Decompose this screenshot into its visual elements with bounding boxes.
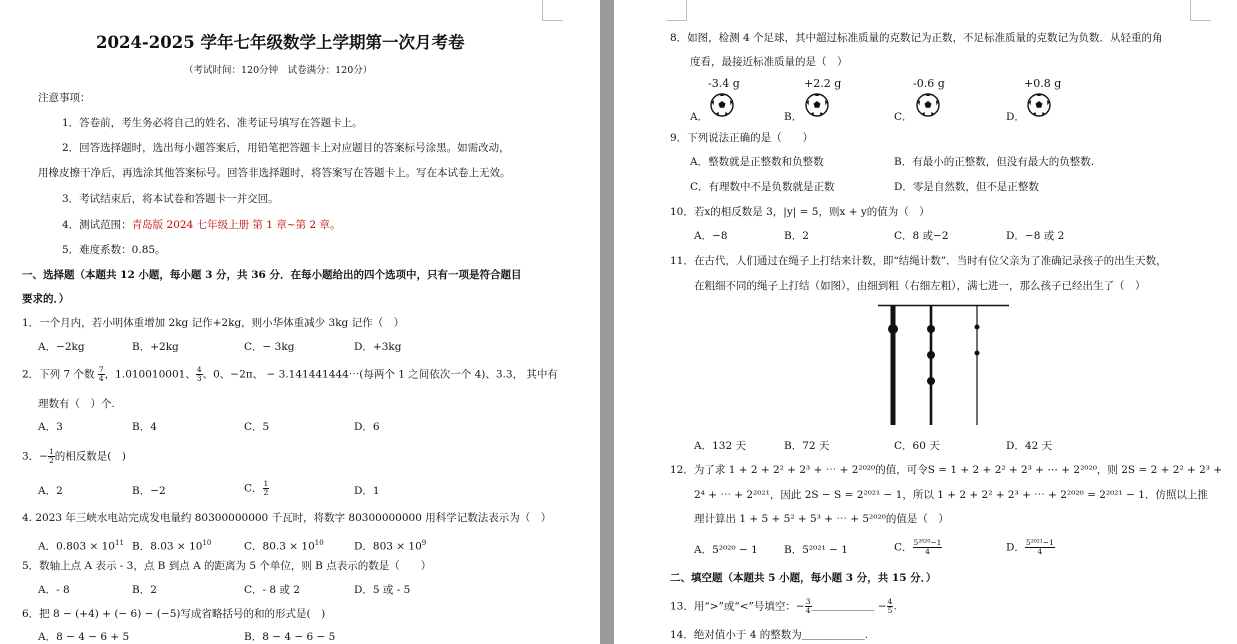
note-4-suffix: 。 xyxy=(329,219,341,231)
q12-option-b: B．5²⁰²¹ − 1 xyxy=(784,544,848,556)
question-12-cont-2: 理计算出 1 + 5 + 5² + 5³ + ⋯ + 5²⁰²⁰的值是（ ） xyxy=(694,513,949,525)
q10-option-b: B．2 xyxy=(784,230,809,242)
question-10: 10．若x的相反数是 3，|y| = 5，则x + y的值为（ ） xyxy=(670,206,930,218)
q3-option-d: D．1 xyxy=(354,485,380,497)
question-14: 14．绝对值小于 4 的整数为＿＿＿＿＿＿. xyxy=(670,629,869,641)
q3-option-c: C． $\frac{1}{2}$ xyxy=(244,479,269,497)
q1-option-b: B．+2kg xyxy=(132,341,179,353)
question-12: 12．为了求 1 + 2 + 2² + 2³ + ⋯ + 2²⁰²⁰的值，可令S = 1 + 2 + 2² + 2³ + ⋯ + 2²⁰²⁰，则 2S = 2 + 2² + 2³ + xyxy=(670,464,1223,476)
q11-option-a: A．132 天 xyxy=(694,440,746,452)
crop-mark-top-left xyxy=(666,0,687,21)
note-4-prefix: 4．测试范围： xyxy=(62,219,132,231)
q2-option-c: C．5 xyxy=(244,421,270,433)
fraction: $\frac{1}{2}$ xyxy=(263,479,269,497)
crop-mark-top-right xyxy=(1190,0,1211,21)
answer-blank[interactable]: ＿＿＿＿＿＿ xyxy=(811,600,875,613)
q5-option-d: D．5 或 - 5 xyxy=(354,584,411,596)
q1-option-c: C．− 3kg xyxy=(244,341,295,353)
question-6: 6．把 8 − (+4) + (− 6) − (−5)写成省略括号的和的形式是( ) xyxy=(22,608,326,620)
q5-option-b: B．2 xyxy=(132,584,157,596)
q5-option-a: A．- 8 xyxy=(38,584,70,596)
q12-option-c: C． $\frac{\text{5²⁰²⁰−1}}{4}$ xyxy=(894,538,942,556)
fraction: $\frac{4}{5}$ xyxy=(887,597,893,615)
document-page-left xyxy=(0,0,600,644)
question-2: 2．下列 7 个数 $\frac{7}{4}$ ，1.010010001、 $\frac{4}{3}$ 、0、−2π、 − 3.141441444⋯(每两个 1 之间依次一个 4)、3.3， 其中有 xyxy=(22,365,558,383)
crop-mark-top-right xyxy=(542,0,563,21)
q8-option-b: B． xyxy=(784,111,803,123)
question-12-cont-1: 2⁴ + ⋯ + 2²⁰²¹，因此 2S − S = 2²⁰²¹ − 1，所以 1 + 2 + 2² + 2³ + ⋯ + 2²⁰²⁰ = 2²⁰²¹ − 1．仿照以上推 xyxy=(694,489,1208,501)
q4-option-d: D．$803 \times 10^9$ xyxy=(354,539,427,553)
question-9: 9．下列说法正确的是（ ） xyxy=(670,132,814,144)
document-page-right xyxy=(614,0,1237,644)
q10-option-a: A．−8 xyxy=(694,230,728,242)
q12-option-d: D． $\frac{\text{5²⁰²¹−1}}{4}$ xyxy=(1006,538,1054,556)
fraction: $\frac{\text{5²⁰²¹−1}}{4}$ xyxy=(1025,538,1054,556)
test-scope: 青岛版 2024 七年级上册 第 1 章~第 2 章 xyxy=(131,219,330,231)
note-2: 2．回答选择题时，选出每小题答案后，用铅笔把答题卡上对应题目的答案标号涂黑。如需改动， xyxy=(62,142,510,154)
q6-option-a: A．8 − 4 − 6 + 5 xyxy=(38,631,130,643)
question-13: 13．用“>”或“<”号填空：− $\frac{3}{4}$ ＿＿＿＿＿＿ − $\frac{4}{5}$ . xyxy=(670,597,897,615)
ball-d-weight: +0.8 g xyxy=(1024,77,1062,90)
q9-option-a: A．整数就是正整数和负整数 xyxy=(690,156,824,168)
fraction: $\frac{7}{4}$ xyxy=(98,365,104,383)
note-5: 5．难度系数：0.85。 xyxy=(62,244,166,256)
q2-option-d: D．6 xyxy=(354,421,380,433)
fraction: $\frac{1}{2}$ xyxy=(48,447,54,465)
note-1: 1．答卷前，考生务必将自己的姓名、准考证号填写在答题卡上。 xyxy=(62,117,363,129)
q4-option-b: B．$8.03 \times 10^{10}$ xyxy=(132,539,212,553)
question-2-cont: 理数有（ ）个. xyxy=(38,398,115,410)
section-1-heading-cont: 要求的．） xyxy=(22,293,70,305)
q1-option-a: A．−2kg xyxy=(38,341,85,353)
q9-option-c: C．有理数中不是负数就是正数 xyxy=(690,181,835,193)
question-3: 3．− $\frac{1}{2}$ 的相反数是( ) xyxy=(22,447,126,465)
q10-option-d: D．−8 或 2 xyxy=(1006,230,1065,242)
ball-b-weight: +2.2 g xyxy=(804,77,842,90)
question-8: 8．如图，检测 4 个足球，其中超过标准质量的克数记为正数，不足标准质量的克数记为负数．从轻重的角 xyxy=(670,32,1163,44)
page-title: 2024-2025 学年七年级数学上学期第一次月考卷 xyxy=(96,33,465,52)
q8-option-d: D． xyxy=(1006,111,1025,123)
question-11-cont: 在粗细不同的绳子上打结（如图），由细到粗（右细左粗），满七进一，那么孩子已经出生了（ ） xyxy=(694,280,1146,292)
notes-heading: 注意事项： xyxy=(38,92,91,104)
q4-option-a: A．$0.803 \times 10^{11}$ xyxy=(38,539,124,553)
q3-option-b: B．−2 xyxy=(132,485,166,497)
q2-option-b: B．4 xyxy=(132,421,157,433)
q12-option-a: A．5²⁰²⁰ − 1 xyxy=(694,544,758,556)
q2-option-a: A．3 xyxy=(38,421,63,433)
question-4: 4. 2023 年三峡水电站完成发电量约 80300000000 千瓦时，将数字 80300000000 用科学记数法表示为（ ） xyxy=(22,512,552,524)
q3-option-a: A．2 xyxy=(38,485,63,497)
soccer-ball-icon xyxy=(710,93,734,117)
q11-option-d: D．42 天 xyxy=(1006,440,1053,452)
q11-option-b: B．72 天 xyxy=(784,440,830,452)
fraction: $\frac{\text{5²⁰²⁰−1}}{4}$ xyxy=(913,538,942,556)
q5-option-c: C．- 8 或 2 xyxy=(244,584,300,596)
knotted-rope-figure xyxy=(876,303,1011,427)
question-1: 1．一个月内，若小明体重增加 2kg 记作+2kg，则小华体重减少 3kg 记作（ ） xyxy=(22,317,405,329)
q9-option-b: B．有最小的正整数，但没有最大的负整数. xyxy=(894,156,1095,168)
section-1-heading: 一、选择题（本题共 12 小题，每小题 3 分，共 36 分．在每小题给出的四个选项中，只有一项是符合题目 xyxy=(22,269,522,281)
q11-option-c: C．60 天 xyxy=(894,440,940,452)
question-11: 11．在古代，人们通过在绳子上打结来计数，即“结绳计数”．当时有位父亲为了准确记录孩子的出生天数， xyxy=(670,255,1167,267)
fraction: $\frac{3}{4}$ xyxy=(805,597,811,615)
q10-option-c: C．8 或−2 xyxy=(894,230,949,242)
q1-option-d: D．+3kg xyxy=(354,341,402,353)
question-5: 5．数轴上点 A 表示 - 3，点 B 到点 A 的距离为 5 个单位，则 B 点表示的数是（ ） xyxy=(22,560,432,572)
section-2-heading: 二、填空题（本题共 5 小题，每小题 3 分，共 15 分．） xyxy=(670,572,937,584)
soccer-ball-icon xyxy=(916,93,940,117)
q9-option-d: D．零是自然数，但不是正整数 xyxy=(894,181,1039,193)
soccer-ball-icon xyxy=(1027,93,1051,117)
question-8-cont: 度看，最接近标准质量的是（ ） xyxy=(690,56,848,68)
exam-info: （考试时间：120分钟 试卷满分：120分） xyxy=(184,65,373,76)
ball-c-weight: -0.6 g xyxy=(913,77,945,90)
q4-option-c: C．$80.3 \times 10^{10}$ xyxy=(244,539,324,553)
q6-option-b: B．8 − 4 − 6 − 5 xyxy=(244,631,336,643)
note-3: 3．考试结束后，将本试卷和答题卡一并交回。 xyxy=(62,193,279,205)
fraction: $\frac{4}{3}$ xyxy=(196,365,202,383)
q8-option-a: A． xyxy=(690,111,709,123)
ball-a-weight: -3.4 g xyxy=(708,77,740,90)
q8-option-c: C． xyxy=(894,111,913,123)
note-2-cont: 用橡皮擦干净后，再选涂其他答案标号。回答非选择题时，将答案写在答题卡上。写在本试卷上无效。 xyxy=(38,167,511,179)
page-gutter xyxy=(600,0,614,644)
soccer-ball-icon xyxy=(805,93,829,117)
note-4 xyxy=(62,218,340,232)
